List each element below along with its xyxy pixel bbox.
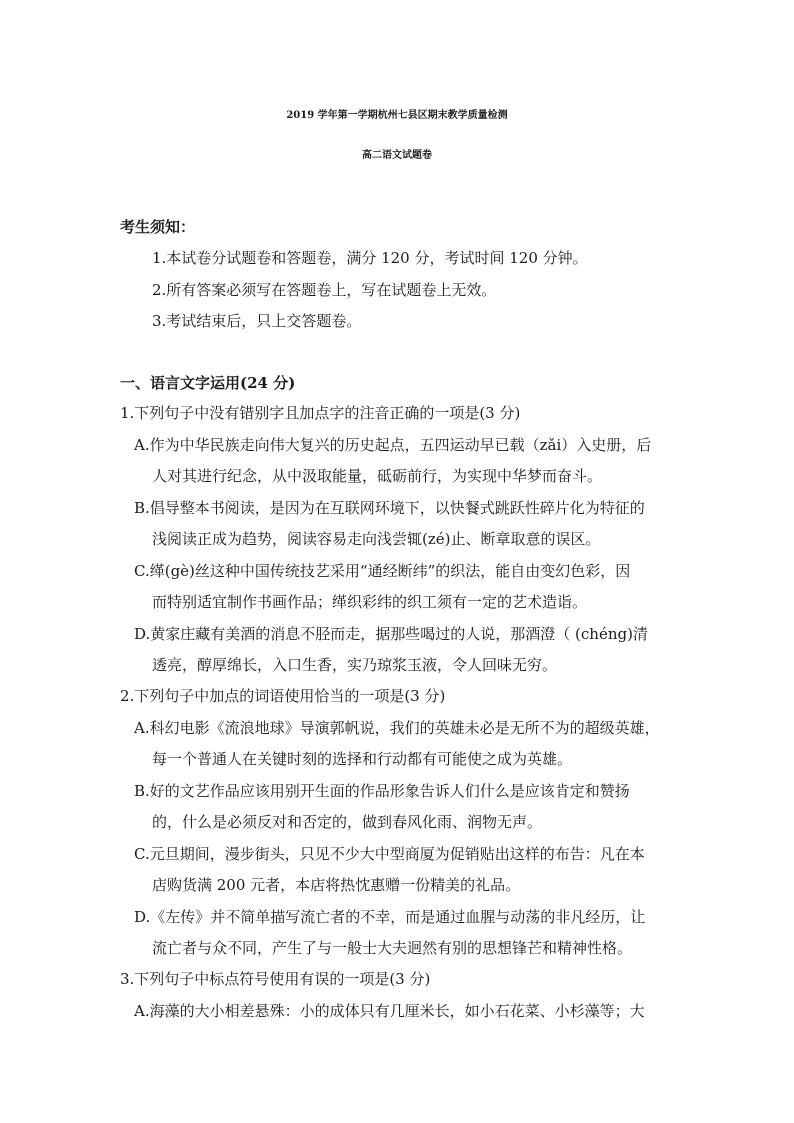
option-c-continued: 而特别适宜制作书画作品；缂织彩纬的织工须有一定的艺术造诣。 — [152, 593, 588, 611]
option-d: D.黄家庄藏有美酒的消息不胫而走，据那些喝过的人说，那酒澄（ (chéng)清 — [134, 625, 648, 643]
option-c-continued: 店购货满 200 元者，本店将热忱惠赠一份精美的礼品。 — [152, 876, 521, 894]
notice-item: 3.考试结束后，只上交答题卷。 — [152, 312, 362, 330]
option-b: B.倡导整本书阅读，是因为在互联网环境下，以快餐式跳跃性碎片化为特征的 — [134, 499, 645, 517]
option-d-continued: 透亮，醇厚绵长，入口生香，实乃琼浆玉液，令人回味无穷。 — [152, 656, 558, 674]
notice-item: 1.本试卷分试题卷和答题卷，满分 120 分，考试时间 120 分钟。 — [152, 249, 588, 267]
option-b: B.好的文艺作品应该用别开生面的作品形象告诉人们什么是应该肯定和赞扬 — [134, 782, 630, 800]
option-b-continued: 浅阅读正成为趋势，阅读容易走向浅尝辄(zé)止、断章取意的误区。 — [152, 530, 601, 548]
option-b-continued: 的，什么是必须反对和否定的，做到春风化雨、润物无声。 — [152, 813, 543, 831]
option-a-continued: 人对其进行纪念，从中汲取能量，砥砺前行，为实现中华梦而奋斗。 — [152, 467, 603, 485]
exam-title: 2019 学年第一学期杭州七县区期末教学质量检测 — [286, 110, 508, 121]
option-a-continued: 每一个普通人在关键时刻的选择和行动都有可能使之成为英雄。 — [152, 750, 573, 768]
notice-heading: 考生须知： — [120, 218, 196, 236]
question-stem: 3.下列句子中标点符号使用有误的一项是(3 分) — [120, 970, 431, 988]
option-c: C.元旦期间，漫步街头，只见不少大中型商厦为促销贴出这样的布告：凡在本 — [134, 845, 645, 863]
option-c: C.缂(gè)丝这种中国传统技艺采用“通经断纬”的织法，能自由变幻色彩，因 — [134, 562, 631, 580]
question-stem: 1.下列句子中没有错别字且加点字的注音正确的一项是(3 分) — [120, 404, 521, 422]
notice-item: 2.所有答案必须写在答题卷上，写在试题卷上无效。 — [152, 281, 497, 299]
option-a: A.海藻的大小相差悬殊：小的成体只有几厘米长，如小石花菜、小杉藻等；大 — [134, 1002, 645, 1020]
question-stem: 2.下列句子中加点的词语使用恰当的一项是(3 分) — [120, 687, 446, 705]
option-a: A.作为中华民族走向伟大复兴的历史起点，五四运动早已载（zǎi）入史册，后 — [134, 436, 652, 454]
exam-subtitle: 高二语文试题卷 — [362, 150, 432, 161]
option-d-continued: 流亡者与众不同，产生了与一般士大夫迥然有别的思想锋芒和精神性格。 — [152, 939, 633, 957]
section-heading: 一、语言文字运用(24 分) — [120, 374, 296, 392]
option-d: D.《左传》并不简单描写流亡者的不幸，而是通过血腥与动荡的非凡经历，让 — [134, 908, 646, 926]
option-a: A.科幻电影《流浪地球》导演郭帆说，我们的英雄未必是无所不为的超级英雄， — [134, 719, 660, 737]
